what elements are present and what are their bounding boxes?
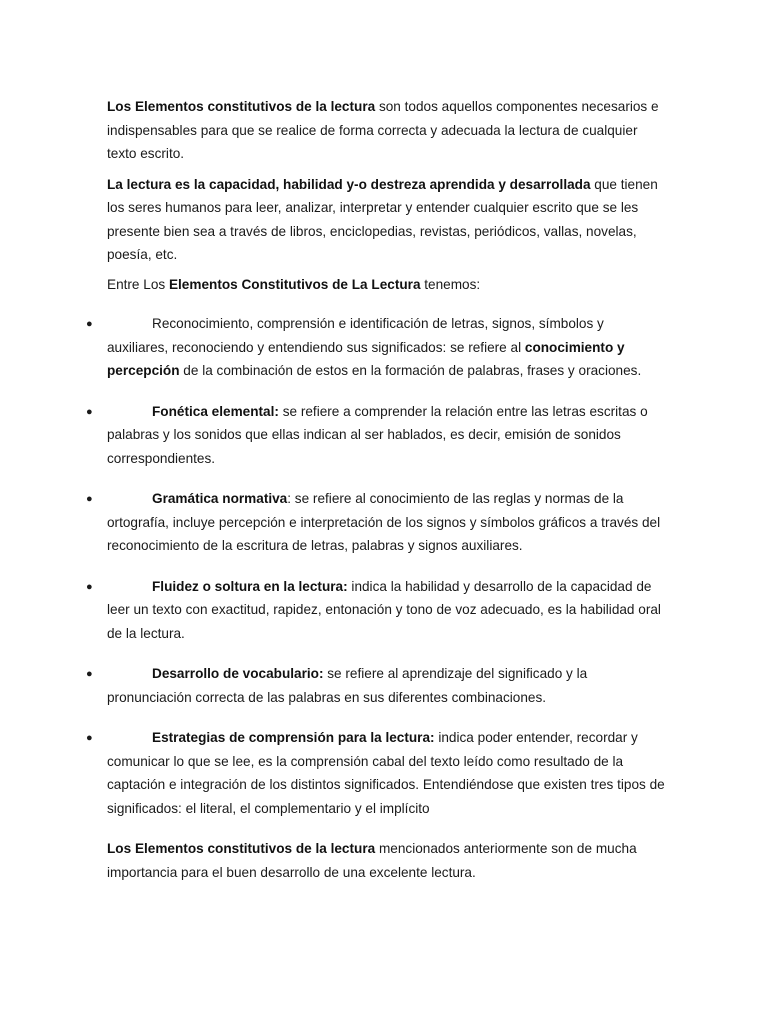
entre-post: tenemos: (420, 276, 481, 292)
item-bold: Fluidez o soltura en la lectura: (152, 578, 348, 594)
closing-text: mencionados anteriormente son de mucha importancia para el buen desarrollo de una excelente lectura. (107, 841, 637, 880)
list-item (86, 312, 667, 383)
item-bold: Fonética elemental: (152, 403, 279, 419)
bullet-icon: ● (86, 668, 93, 680)
list-item (86, 575, 667, 646)
bullet-icon: ● (86, 580, 93, 593)
bullet-icon: ● (86, 405, 93, 418)
closing-bold: Los Elementos constitutivos de la lectura (107, 841, 376, 856)
entre-paragraph (107, 273, 667, 297)
elements-list (86, 312, 667, 820)
bullet-icon: ● (86, 493, 93, 505)
list-item (86, 726, 667, 820)
definition-bold: La lectura es la capacidad, habilidad y-o destreza aprendida y desarrollada (107, 176, 591, 192)
item-bold: Estrategias de comprensión para la lectura: (152, 730, 435, 745)
intro-bold: Los Elementos constitutivos de la lectura (107, 99, 376, 114)
item-text: se refiere a comprender la relación entre las letras escritas o palabras y los sonidos que ellas indican al ser hablados, es decir, emisión de sonidos correspondientes. (107, 403, 648, 466)
closing-paragraph (107, 837, 667, 884)
entre-bold: Elementos Constitutivos de La Lectura (168, 276, 421, 292)
document-page (86, 95, 667, 884)
item-text: indica poder entender, recordar y comunicar lo que se lee, es la comprensión cabal del texto leído como resultado de la captación e integración de los distintos significados. Entendiéndose que existen tres tipos de significados: el literal, el complementario y el implícito (107, 730, 665, 816)
bullet-icon: ● (86, 318, 93, 330)
intro-paragraph (107, 95, 667, 166)
bullet-icon: ● (86, 732, 93, 744)
definition-paragraph (107, 173, 667, 267)
item-bold: Gramática normativa (152, 491, 288, 506)
item-bold: conocimiento y percepción (107, 339, 625, 378)
list-item (86, 487, 667, 558)
item-text: : se refiere al conocimiento de las reglas y normas de la ortografía, incluye percepción e interpretación de los signos y símbolos gráficos a través del reconocimiento de la escritura de letras, palabras y signos auxiliares. (107, 491, 661, 553)
item-text: se refiere al aprendizaje del significado y la pronunciación correcta de las palabras en sus diferentes combinaciones. (107, 666, 588, 705)
item-post: de la combinación de estos en la formación de palabras, frases y oraciones. (179, 363, 642, 378)
definition-text: que tienen los seres humanos para leer, analizar, interpretar y entender cualquier escrito que se les presente bien sea a través de libros, enciclopedias, revistas, periódicos, vallas, novelas, poesía, etc. (107, 176, 658, 262)
item-text: indica la habilidad y desarrollo de la capacidad de leer un texto con exactitud, rapidez, entonación y tono de voz adecuado, es la habilidad oral de la lectura. (107, 578, 661, 641)
item-bold: Desarrollo de vocabulario: (152, 666, 324, 681)
intro-text: son todos aquellos componentes necesarios e indispensables para que se realice de forma correcta y adecuada la lectura de cualquier texto escrito. (107, 99, 659, 161)
list-item (86, 662, 667, 709)
item-pre: Reconocimiento, comprensión e identificación de letras, signos, símbolos y auxiliares, reconociendo y entendiendo sus significados: se refiere al (107, 316, 604, 355)
entre-pre: Entre Los (107, 276, 169, 292)
list-item (86, 400, 667, 471)
